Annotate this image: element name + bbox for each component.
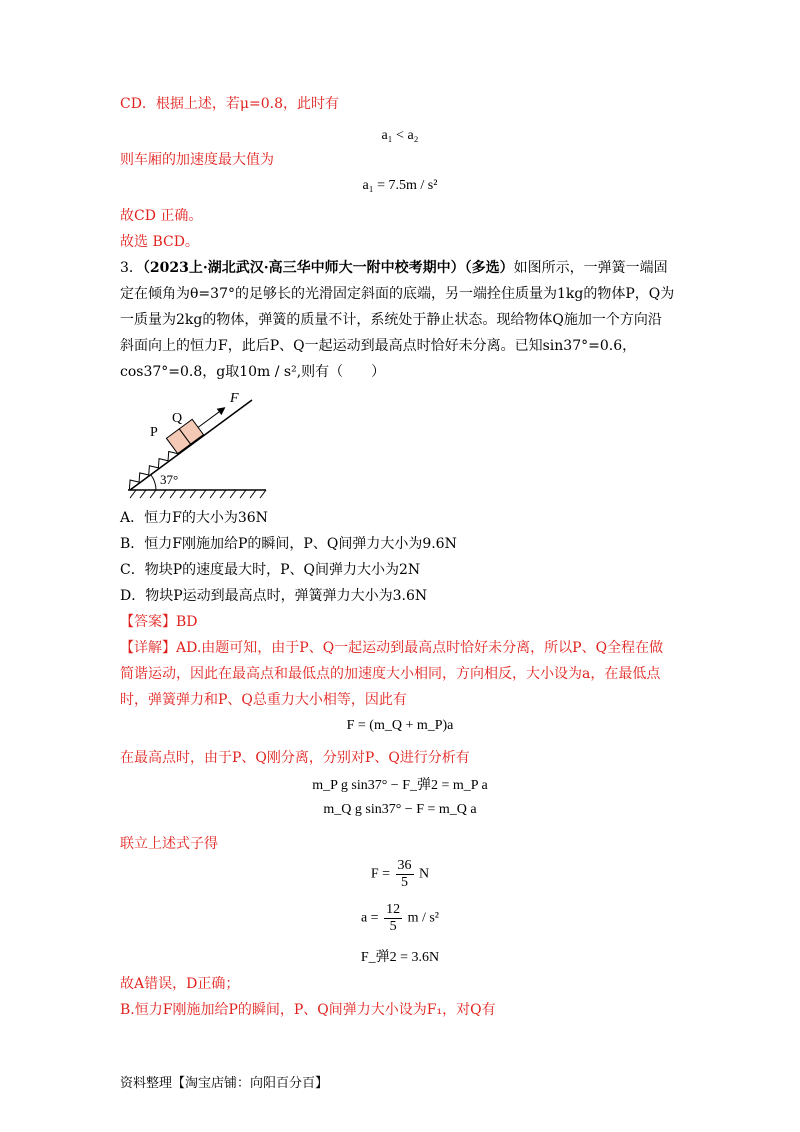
question-line-2: 定在倾角为θ=37°的足够长的光滑固定斜面的底端，另一端拴住质量为1kg的物体P，Q为	[120, 286, 675, 302]
label-q: Q	[172, 411, 183, 426]
cd-statement: CD．根据上述，若μ=0.8，此时有	[120, 96, 340, 112]
equation-a1-lt-a2: a₁ < a₂	[381, 128, 419, 143]
option-a: A．恒力F的大小为36N	[120, 510, 268, 526]
answer-text: 【答案】BD	[120, 614, 198, 630]
question-line-3: 一质量为2kg的物体，弹簧的质量不计，系统处于静止状态。现给物体Q施加一个方向沿	[120, 312, 662, 328]
question-number: 3．	[120, 260, 143, 276]
question-line-4: 斜面向上的恒力F，此后P、Q一起运动到最高点时恰好未分离。已知sin37°=0.6，	[120, 338, 637, 354]
option-b: B．恒力F刚施加给P的瞬间，P、Q间弹力大小为9.6N	[120, 536, 457, 552]
analysis-line-2: 简谐运动，因此在最高点和最低点的加速度大小相同，方向相反，大小设为a，在最低点	[120, 666, 661, 682]
equation-a-value: a = $\frac{12}{5}$ m / s²	[360, 902, 440, 934]
question-source: （2023上·湖北武汉·高三华中师大一附中校考期中）（多选）	[142, 260, 514, 276]
option-d: D．物块P运动到最高点时，弹簧弹力大小为3.6N	[120, 588, 428, 604]
label-p: P	[150, 425, 158, 440]
question-line-5: cos37°=0.8，g取10m / s²,则有（ ）	[120, 364, 386, 380]
footer-source: 资料整理【淘宝店铺：向阳百分百】	[120, 1076, 329, 1091]
conclusion-text: 故A错误，D正确；	[120, 976, 240, 992]
analysis-line-3: 时，弹簧弹力和P、Q总重力大小相等，因此有	[120, 692, 407, 708]
option-c: C．物块P的速度最大时，P、Q间弹力大小为2N	[120, 562, 421, 578]
combine-text: 联立上述式子得	[120, 836, 218, 852]
top-point-text: 在最高点时，由于P、Q刚分离，分别对P、Q进行分析有	[120, 750, 470, 766]
max-accel-text: 则车厢的加速度最大值为	[120, 152, 274, 168]
analysis-line-1: 【详解】AD.由题可知，由于P、Q一起运动到最高点时恰好未分离，所以P、Q全程在做	[120, 640, 664, 656]
cd-correct-text: 故CD 正确。	[120, 208, 203, 224]
incline-spring-diagram	[122, 386, 272, 504]
equation-f-total: F = (m_Q + m_P)a	[346, 718, 454, 733]
equation-p-top: m_P g sin37° − F_弹2 = m_P a	[312, 778, 488, 793]
equation-q-top: m_Q g sin37° − F = m_Q a	[323, 802, 477, 817]
angle-label: 37°	[160, 472, 179, 487]
option-b-analysis: B.恒力F刚施加给P的瞬间，P、Q间弹力大小设为F₁，对Q有	[120, 1002, 496, 1018]
question-line-1: 如图所示，一弹簧一端固	[513, 260, 668, 276]
equation-a1-value: a₁ = 7.5m / s²	[362, 178, 438, 193]
equation-spring-force: F_弹2 = 3.6N	[360, 950, 440, 965]
select-bcd-text: 故选 BCD。	[120, 234, 199, 250]
label-f: F	[230, 391, 239, 406]
question-header	[120, 258, 668, 278]
equation-f-value: F = $\frac{36}{5}$ N	[370, 858, 430, 890]
